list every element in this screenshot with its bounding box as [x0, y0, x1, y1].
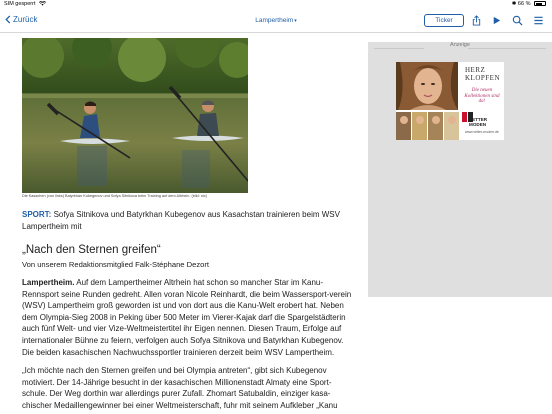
teaser-text: Sofya Sitnikova und Batyrkhan Kubegenov aus Kasachstan trainieren beim WSV Lampertheim mit [22, 210, 340, 231]
section-title: Lampertheim [255, 17, 294, 24]
battery-status [512, 1, 546, 7]
status-bar [0, 0, 552, 9]
dateline: Lampertheim. [22, 278, 75, 287]
wifi-icon [39, 1, 46, 6]
ad-slogan: Die neuen Kollektionen sind da! [464, 88, 500, 104]
section-selector[interactable] [0, 17, 552, 24]
carrier-status [4, 1, 46, 7]
battery-icon [534, 1, 546, 6]
article-teaser [22, 209, 352, 232]
article-paragraph [22, 277, 352, 358]
share-icon[interactable] [471, 15, 482, 26]
article-author: Von unserem Redaktionsmitglied Falk-Stéphane Dezort [22, 260, 209, 269]
battery-percent: 66 % [517, 1, 531, 7]
carrier-label: SIM gesperrt [4, 1, 36, 7]
play-icon[interactable] [491, 15, 502, 26]
paragraph-text: Auf dem Lampertheimer Altrhein hat schon so mancher Star im Kanu-Rennsport seine Runden gedreht. Allen voran Nicole Reinhardt, die beim Wassersport-verein (WSV) Lampertheim groß geworden ist und von dort aus die Kanu-Welt erobert hat. Neben dem Olympia-Sieg 2008 in Peking über 500 Meter im Vierer-Kajak darf die Spargelstädterin auch fünf Welt- und vier Vize-Weltmeistertitel ihr Eigen nennen. Diesen Traum, Erfolge auf internationaler Bühne zu feiern, verfolgen auch Sofya Sitnikova und Batyrkhan Kubegenov. Die beiden kasachischen Nachwuchssportler trainieren derzeit beim WSV Lampertheim. [22, 278, 352, 357]
ad-url[interactable]: www.vetter-moden.de [465, 130, 499, 134]
kayak-training-image [22, 38, 248, 193]
section-kicker: SPORT: [22, 210, 52, 219]
ad-label: Anzeige [450, 42, 470, 48]
menu-icon[interactable] [533, 15, 544, 26]
ad-divider [374, 48, 424, 49]
ad-brand: VETTER MODEN [469, 117, 488, 127]
ad-divider [468, 48, 546, 49]
article-headline: „Nach den Sternen greifen“ [22, 244, 161, 256]
back-label: Zurück [13, 15, 38, 24]
navigation-bar [0, 9, 552, 33]
chevron-down-icon: ▾ [294, 18, 297, 24]
bluetooth-icon: ✱ [511, 1, 517, 7]
article-paragraph: „Ich möchte nach den Sternen greifen und bei Olympia antreten“, gibt sich Kubegenov motiviert. Der 14-Jährige besucht in der kasachischen Millionenstadt Almaty eine Sport-schule. Der Weg dorthin war allerdings purer Zufall. Zhomart Satubaldin, einziger kasa-chischer Medaillengewinner bei einer Weltmeisterschaft, fuhr mit seinem Aufkleber „Kanu [22, 366, 338, 410]
ticker-button[interactable]: Ticker [424, 14, 464, 27]
search-icon[interactable] [512, 15, 523, 26]
article [22, 38, 352, 412]
photo-caption: Die Kasachen (von links) Batyrkhan Kubegenov und Sofya Sitnikova beim Training auf dem Altrhein. (bild: nix) [22, 194, 207, 198]
ad-headline: HERZ KLOPFEN [465, 66, 501, 82]
article-photo[interactable] [22, 38, 248, 193]
